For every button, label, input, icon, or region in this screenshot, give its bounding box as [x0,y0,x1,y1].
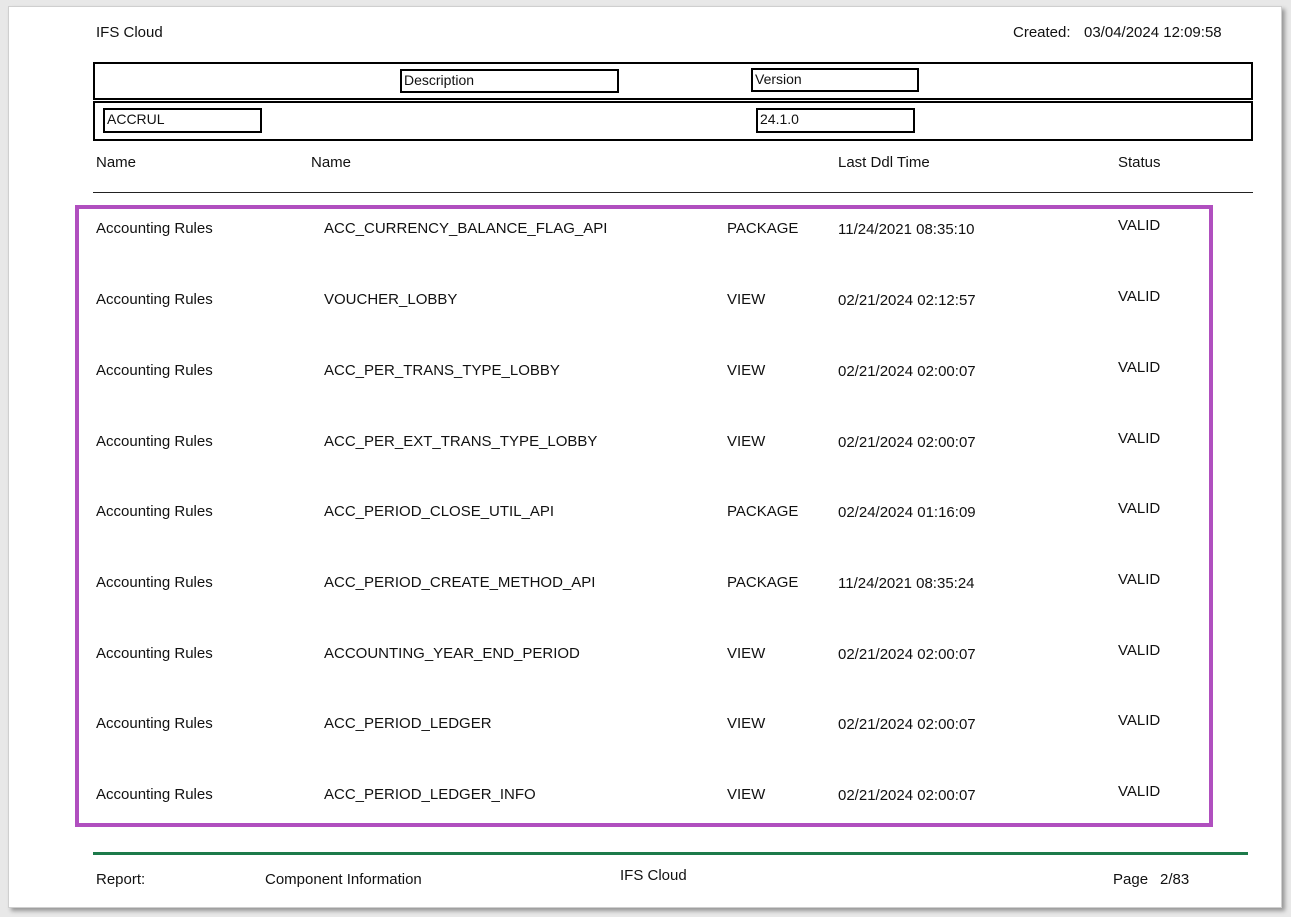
column-header-name: Name [96,154,137,171]
version-value: 24.1.0 [756,108,915,133]
version-label: Version [751,68,919,92]
app-title: IFS Cloud [96,24,163,41]
selection-highlight [75,205,1213,827]
row-object-name: ACC_PERIOD_LEDGER_INFO [324,786,536,803]
row-ddl-time: 02/21/2024 02:00:07 [838,646,976,663]
row-component: Accounting Rules [96,433,213,450]
row-object-name: ACC_PERIOD_CLOSE_UTIL_API [324,503,555,520]
row-component: Accounting Rules [96,786,213,803]
row-object-name: ACCOUNTING_YEAR_END_PERIOD [324,645,580,662]
column-header-status: Status [1118,154,1161,171]
footer-rule [93,852,1248,855]
row-component: Accounting Rules [96,503,213,520]
row-status: VALID [1118,712,1161,729]
row-ddl-time: 02/21/2024 02:00:07 [838,716,976,733]
row-object-type: VIEW [727,362,766,379]
row-status: VALID [1118,217,1161,234]
row-object-name: ACC_PER_TRANS_TYPE_LOBBY [324,362,560,379]
row-object-name: VOUCHER_LOBBY [324,291,458,308]
row-status: VALID [1118,288,1161,305]
row-ddl-time: 02/21/2024 02:12:57 [838,292,976,309]
created-value: 03/04/2024 12:09:58 [1084,24,1222,41]
footer-report-name: Component Information [265,871,422,888]
row-status: VALID [1118,642,1161,659]
row-object-type: PACKAGE [727,574,799,591]
row-ddl-time: 11/24/2021 08:35:24 [838,575,975,592]
row-status: VALID [1118,783,1161,800]
footer-page-label: Page [1113,871,1149,888]
row-object-name: ACC_PERIOD_LEDGER [324,715,492,732]
row-ddl-time: 02/21/2024 02:00:07 [838,434,976,451]
row-component: Accounting Rules [96,645,213,662]
row-status: VALID [1118,571,1161,588]
row-object-type: VIEW [727,291,766,308]
header-divider [93,192,1253,193]
row-component: Accounting Rules [96,220,213,237]
footer-report-label: Report: [96,871,146,888]
row-object-type: VIEW [727,433,766,450]
report-page [8,6,1282,908]
row-status: VALID [1118,430,1161,447]
column-header-last-ddl-time: Last Ddl Time [838,154,930,171]
column-header-object-name: Name [311,154,352,171]
row-ddl-time: 02/21/2024 02:00:07 [838,363,976,380]
row-component: Accounting Rules [96,291,213,308]
row-status: VALID [1118,359,1161,376]
created-label: Created: [1013,24,1071,41]
row-component: Accounting Rules [96,715,213,732]
row-component: Accounting Rules [96,362,213,379]
component-value: ACCRUL [103,108,262,133]
row-ddl-time: 11/24/2021 08:35:10 [838,221,975,238]
row-object-type: VIEW [727,786,766,803]
summary-value-frame [93,101,1253,141]
row-status: VALID [1118,500,1161,517]
summary-header-frame [93,62,1253,100]
row-object-type: PACKAGE [727,220,799,237]
footer-app-name: IFS Cloud [620,867,687,884]
row-object-name: ACC_PER_EXT_TRANS_TYPE_LOBBY [324,433,598,450]
row-object-name: ACC_CURRENCY_BALANCE_FLAG_API [324,220,608,237]
row-ddl-time: 02/21/2024 02:00:07 [838,787,976,804]
description-label: Description [400,69,619,93]
row-component: Accounting Rules [96,574,213,591]
row-object-type: VIEW [727,715,766,732]
row-object-type: PACKAGE [727,503,799,520]
row-object-name: ACC_PERIOD_CREATE_METHOD_API [324,574,596,591]
footer-page-value: 2/83 [1160,871,1190,888]
row-ddl-time: 02/24/2024 01:16:09 [838,504,976,521]
row-object-type: VIEW [727,645,766,662]
